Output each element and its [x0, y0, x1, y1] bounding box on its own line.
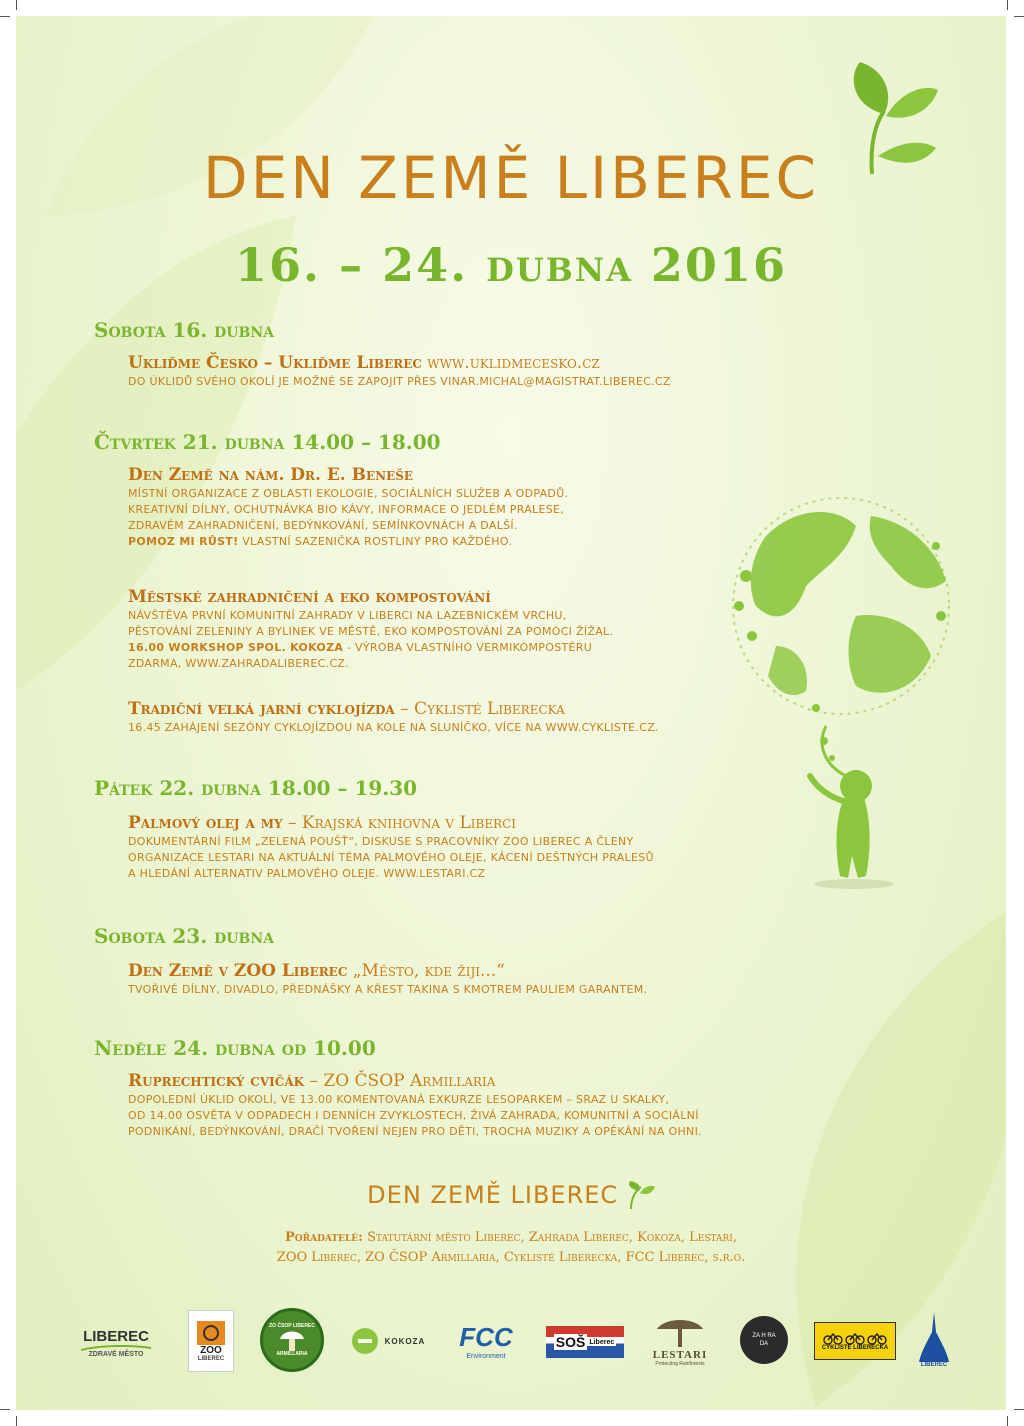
event-palmovy-olej: [128, 812, 818, 882]
kokoza-circle-icon: [351, 1327, 379, 1355]
event-line: ZDRAVÉM ZAHRADNIČENÍ, BEDÝNKOVÁNÍ, SEMÍNKOVNÁCH A DALŠÍ.: [128, 519, 518, 532]
bicycle-icon: [822, 1331, 888, 1345]
small-leaf-icon: [625, 1181, 655, 1211]
organizers: [16, 1228, 1006, 1268]
logo-liberec-zdrave-mesto: LIBEREC ZDRAVÉ MĚSTO: [76, 1320, 156, 1366]
logo-zo-csop-armillaria: ZO ČSOP LIBEREC ARMILLARIA: [260, 1308, 324, 1372]
event-title: Ruprechtický cvičák – ZO ČSOP Armillaria: [128, 1071, 496, 1091]
event-line: POMOZ MI RŮST! VLASTNÍ SAZENIČKA ROSTLINY PRO KAŽDÉHO.: [128, 535, 513, 548]
day-heading: Neděle 24. dubna od 10.00: [94, 1036, 376, 1060]
organizers-line: ZOO Liberec, ZO ČSOP Armillaria, Cyklisté Liberecka, FCC Liberec, s.r.o.: [276, 1250, 746, 1265]
footer-title: DEN ZEMĚ LIBEREC: [16, 1181, 1006, 1211]
event-line: KREATIVNÍ DÍLNY, OCHUTNÁVKA BIO KÁVY, INFORMACE O JEDLÉM PRALESE,: [128, 503, 565, 516]
event-cyklojizda: [128, 698, 818, 736]
event-title: Den Země na nám. Dr. E. Beneše: [128, 465, 414, 485]
event-line: ORGANIZACE LESTARI NA AKTUÁLNÍ TÉMA PALMOVÉHO OLEJE, KÁCENÍ DEŠTNÝCH PRALESŮ: [128, 851, 654, 864]
event-line: TVOŘIVÉ DÍLNY, DIVADLO, PŘEDNÁŠKY A KŘEST TAKINA S KMOTREM PAULIEM GARANTEM.: [128, 983, 648, 996]
event-den-zeme-namesti: [128, 464, 818, 550]
mushroom-icon: [279, 1329, 305, 1351]
event-line: DOKUMENTÁRNÍ FILM „ZELENÁ POUŠŤ“, DISKUSE S PRACOVNÍKY ZOO LIBEREC A ČLENY: [128, 835, 634, 848]
event-title: Den Země v ZOO Liberec „Město, kde žiji...“: [128, 961, 505, 981]
day-heading: Pátek 22. dubna 18.00 – 19.30: [94, 776, 418, 800]
event-line: ZDARMA, WWW.ZAHRADALIBEREC.CZ.: [128, 657, 350, 670]
logo-lestari: LESTARI Protecting Rainforests: [642, 1310, 718, 1372]
poster: [16, 16, 1006, 1410]
page-title: DEN ZEMĚ LIBEREC: [203, 144, 819, 212]
day-heading: Sobota 23. dubna: [94, 924, 275, 948]
event-line: OD 14.00 OSVĚTA V ODPADECH I DENNÍCH ZVYKLOSTECH, ŽIVÁ ZAHRADA, KOMUNITNÍ A SOCIÁLNÍ: [128, 1109, 699, 1122]
event-ruprechticky-cvicak: [128, 1070, 818, 1140]
event-line: 16.45 ZAHÁJENÍ SEZÓNY CYKLOJÍZDOU NA KOLE NA SLUNÍČKO, VÍCE NA WWW.CYKLISTE.CZ.: [128, 721, 659, 734]
event-line: A HLEDÁNÍ ALTERNATIV PALMOVÉHO OLEJE. WWW.LESTARI.CZ: [128, 867, 486, 880]
logo-zahrada: ZA H RA DA: [740, 1316, 788, 1364]
logo-zoo-liberec: ZOO LIBEREC: [188, 1310, 234, 1372]
event-dates: 16. – 24. dubna 2016: [235, 238, 787, 292]
organizers-line: Pořadatelé: Statutární město Liberec, Zahrada Liberec, Kokoza, Lestari,: [285, 1230, 737, 1245]
event-title: Tradiční velká jarní cyklojízda – Cyklisté Liberecka: [128, 699, 565, 719]
event-line: DO ÚKLIDŮ SVÉHO OKOLÍ JE MOŽNÉ SE ZAPOJIT PŘES VINAR.MICHAL@MAGISTRAT.LIBEREC.CZ: [128, 375, 671, 388]
event-title: Ukliďme Česko – Ukliďme Liberec www.uklidmecesko.cz: [128, 353, 600, 373]
zoo-emblem-icon: [197, 1321, 225, 1345]
logo-liberec-jested: LIBEREC: [914, 1308, 954, 1372]
event-line: NÁVŠTĚVA PRVNÍ KOMUNITNÍ ZAHRADY V LIBERCI NA LAZEBNICKÉM VRCHU,: [128, 609, 567, 622]
logo-strip: [76, 1308, 956, 1378]
event-line: PĚSTOVÁNÍ ZELENINY A BYLINEK VE MĚSTĚ, EKO KOMPOSTOVÁNÍ ZA POMOCI ŽÍŽAL.: [128, 625, 614, 638]
event-uklidme: [128, 352, 818, 390]
day-heading: Sobota 16. dubna: [94, 318, 275, 342]
logo-sos-liberec: SOŠ Liberec: [546, 1326, 624, 1358]
event-title: Městské zahradničení a eko kompostování: [128, 587, 491, 607]
jested-tower-icon: [919, 1312, 949, 1362]
day-heading: Čtvrtek 21. dubna 14.00 – 18.00: [94, 430, 441, 454]
logo-cykliste-liberecka: CYKLISTÉ LIBERECKA: [814, 1322, 896, 1360]
event-zoo: [128, 960, 818, 998]
event-title: Palmový olej a my – Krajská knihovna v Liberci: [128, 813, 517, 833]
tree-icon: [655, 1315, 705, 1349]
event-line: MÍSTNÍ ORGANIZACE Z OBLASTI EKOLOGIE, SOCIÁLNÍCH SLUŽEB A ODPADŮ.: [128, 487, 569, 500]
event-line: DOPOLEDNÍ ÚKLID OKOLÍ, VE 13.00 KOMENTOVANÁ EXKURZE LESOPARKEM – SRAZ U SKALKY,: [128, 1093, 670, 1106]
event-zahradniceni: [128, 586, 818, 672]
event-line: PODNIKÁNÍ, BEDÝNKOVÁNÍ, DRAČÍ TVOŘENÍ NEJEN PRO DĚTI, TROCHA MUZIKY A OPÉKÁNÍ NA OHNI.: [128, 1125, 702, 1138]
logo-kokoza: KOKOZA: [346, 1324, 430, 1358]
logo-fcc-environment: FCC Environment: [459, 1322, 513, 1360]
event-line: 16.00 WORKSHOP SPOL. KOKOZA - VÝROBA VLASTNÍHO VERMIKOMPOSTÉRU: [128, 641, 593, 654]
